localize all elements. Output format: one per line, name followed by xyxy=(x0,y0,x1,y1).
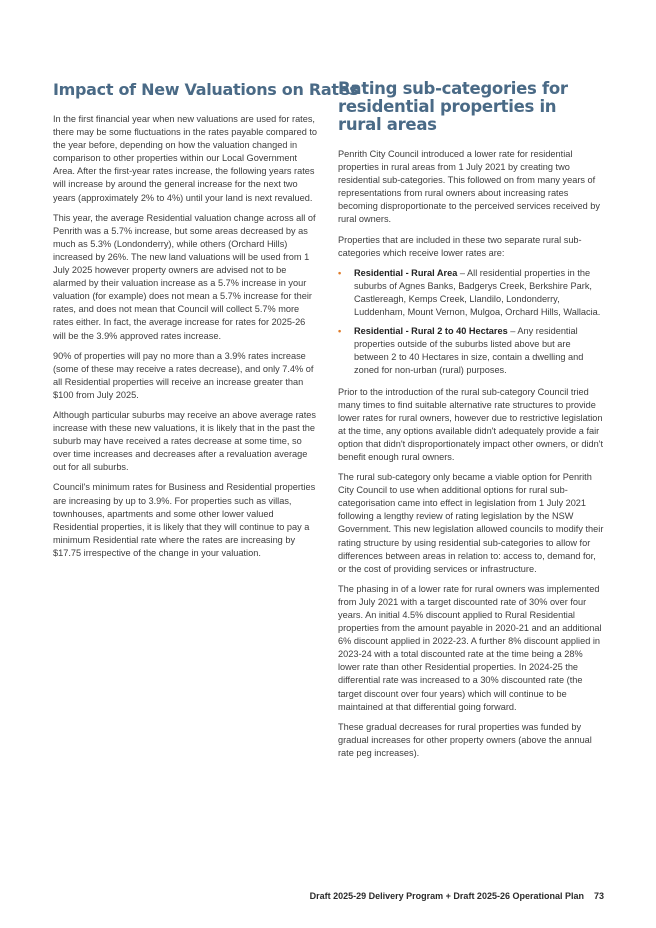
list-item xyxy=(338,325,604,377)
valuations-paragraph-3: 90% of properties will pay no more than a 3.9% rates increase (some of these may receive a rates decrease), and only 7.4% of all Residential properties will receive an increase greater than $100 from July 2025. xyxy=(53,350,314,400)
rural-paragraph-2: The rural sub-category only became a viable option for Penrith City Council to use when additional options for rural sub-categorisation came into effect in legislation from 1 July 2021 following a lengthy review of rating legislation by the NSW Government. This new legislation allowed councils to modify their rating structure by using residential sub-categories to allow for differences between areas in relation to: access to, demand for, or the cost of providing services or infrastructure. xyxy=(338,472,604,574)
subcategory-term: Residential - Rural 2 to 40 Hectares xyxy=(354,326,508,337)
subcategory-description: – Any residential properties outside of the suburbs listed above but are between 2 to 40 Hectares in size, contain a dwelling and zoned for non-urban (rural) purposes. xyxy=(354,326,584,376)
rural-paragraph-1: Prior to the introduction of the rural sub-category Council tried many times to find suitable alternative rate structures to provide lower rates for rural owners, however due to restrictive legislation at the time, any options available didn't adequately provide a fair option that didn't disproportionately impact other owners, or didn't benefit enough rural owners. xyxy=(338,386,603,462)
left-column xyxy=(53,80,359,567)
bullet-icon: • xyxy=(338,267,342,278)
valuations-heading: Impact of New Valuations on Rates xyxy=(53,80,359,99)
subcategory-term: Residential - Rural Area xyxy=(354,267,458,278)
page-number: 73 xyxy=(593,891,604,901)
rural-subcategories-heading: Rating sub-categories for residential properties in rural areas xyxy=(338,79,568,134)
valuations-paragraph-1: In the first financial year when new valuations are used for rates, there may be some fluctuations in the rates payable compared to the year before, depending on how the valuation changed in comparison to other properties within our Local Government Area. After the first-year rates increase, the following years rates will increase by around the general increase for the next two years (approximately 2% to 4%) until your land is next revalued. xyxy=(53,114,318,203)
rural-intro-paragraph-1: Penrith City Council introduced a lower rate for residential properties in rural areas from 1 July 2021 by creating two residential sub-categories. This followed on from many years of representations from rural owners about increasing rates becoming disproportionate to the perceived services received by rural owners. xyxy=(338,149,600,225)
subcategory-description: – All residential properties in the suburbs of Agnes Banks, Badgerys Creek, Berkshire Park, Castlereagh, Kemps Creek, Llandilo, Londonderry, Luddenham, Mount Vernon, Mulgoa, Orchard Hills, Wallacia. xyxy=(354,267,601,318)
rural-intro-paragraph-2: Properties that are included in these two separate rural sub-categories which receive lower rates are: xyxy=(338,234,582,258)
page-footer xyxy=(310,891,604,901)
bullet-icon: • xyxy=(338,326,342,337)
rural-paragraph-3: The phasing in of a lower rate for rural owners was implemented from July 2021 with a target discounted rate of 30% over four years. An initial 4.5% discount applied to Rural Residential properties from the amount payable in 2020-21 and an additional 6% discount applied in 2022-23. A further 8% discount applied in 2023-24 with a total discounted rate at the time being a 28% lower rate than other Residential properties. In 2024-25 the differential rate was increased to a 30% discounted rate (the target discount over four years) which will continue to be maintained at that differential going forward. xyxy=(338,583,602,712)
valuations-paragraph-5: Council's minimum rates for Business and Residential properties are increasing by up to 3.9%. For properties such as villas, townhouses, apartments and some other lower valued Residential properties, it is likely that they will continue to pay a minimum Residential rate where the rates are increasing by $17.75 irrespective of the change in your valuation. xyxy=(53,482,316,558)
valuations-paragraph-2: This year, the average Residential valuation change across all of Penrith was a 5.7% increase, but some areas decreased by as much as 5.3% (Londonderry), while others (Orchard Hills) increased by 26%. The new land valuations will be used from 1 July 2025 however property owners are advised not to be alarmed by their valuation increase as a 5.7% increase in your valuation (for example) does not mean a 5.7% increase for their rates, and does not mean that Council will collect 5.7% more rates either. In fact, the average increase for rates for 2025-26 will be the 3.9% approved rates increase. xyxy=(53,212,316,341)
valuations-paragraph-4: Although particular suburbs may receive an above average rates increase with these new valuations, it is likely that in the past the suburb may have received a rates decrease at some time, so over time increases and decreases after a revaluation average out for all suburbs. xyxy=(53,409,317,473)
right-column xyxy=(338,80,604,767)
rural-subcategory-list xyxy=(338,267,604,378)
rural-paragraph-4: These gradual decreases for rural properties was funded by gradual increases for other property owners (above the annual rate peg increases). xyxy=(338,721,592,758)
footer-title: Draft 2025-29 Delivery Program + Draft 2025-26 Operational Plan xyxy=(309,891,584,901)
list-item xyxy=(338,267,604,319)
